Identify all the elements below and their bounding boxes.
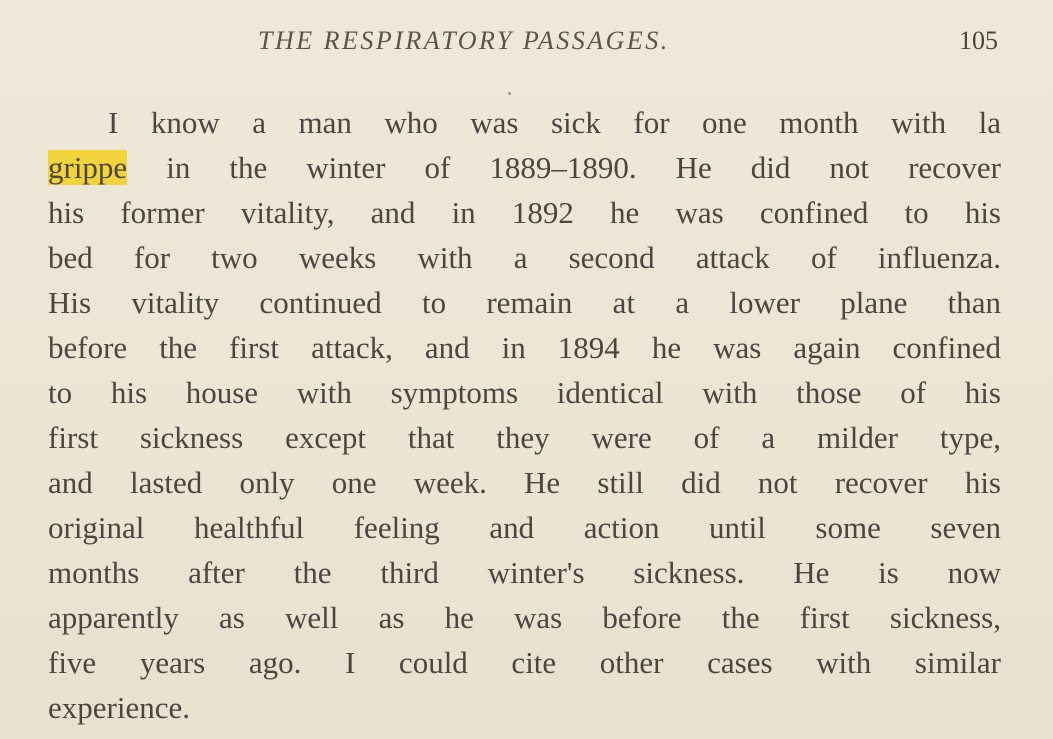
text-line-14: experience. — [48, 690, 190, 725]
text-line-1: I know a man who was sick for one month with la — [108, 105, 1001, 140]
print-speck — [508, 92, 511, 95]
text-line-9: and lasted only one week. He still did not recover his — [48, 465, 1001, 500]
text-line-4: bed for two weeks with a second attack of influenza. — [48, 240, 1001, 275]
running-title: THE RESPIRATORY PASSAGES. — [258, 26, 670, 55]
text-line-3: his former vitality, and in 1892 he was confined to his — [48, 195, 1001, 230]
page-header — [0, 26, 1053, 62]
page-number: 105 — [959, 26, 998, 55]
text-line-11: months after the third winter's sickness. He is now — [48, 555, 1001, 590]
highlighted-word[interactable]: grippe — [48, 150, 128, 185]
text-line-10: original healthful feeling and action until some seven — [48, 510, 1001, 545]
text-line-5: His vitality continued to remain at a lower plane than — [48, 285, 1001, 320]
text-line-6: before the first attack, and in 1894 he was again confined — [48, 330, 1001, 365]
text-line-2 — [48, 145, 1001, 190]
text-line-13: five years ago. I could cite other cases with similar — [48, 645, 1001, 680]
text-line-7: to his house with symptoms identical with those of his — [48, 375, 1001, 410]
text-line-8: first sickness except that they were of a milder type, — [48, 420, 1001, 455]
text-line-12: apparently as well as he was before the first sickness, — [48, 600, 1001, 635]
text-line-2-rest: in the winter of 1889–1890. He did not recover — [166, 150, 1001, 185]
